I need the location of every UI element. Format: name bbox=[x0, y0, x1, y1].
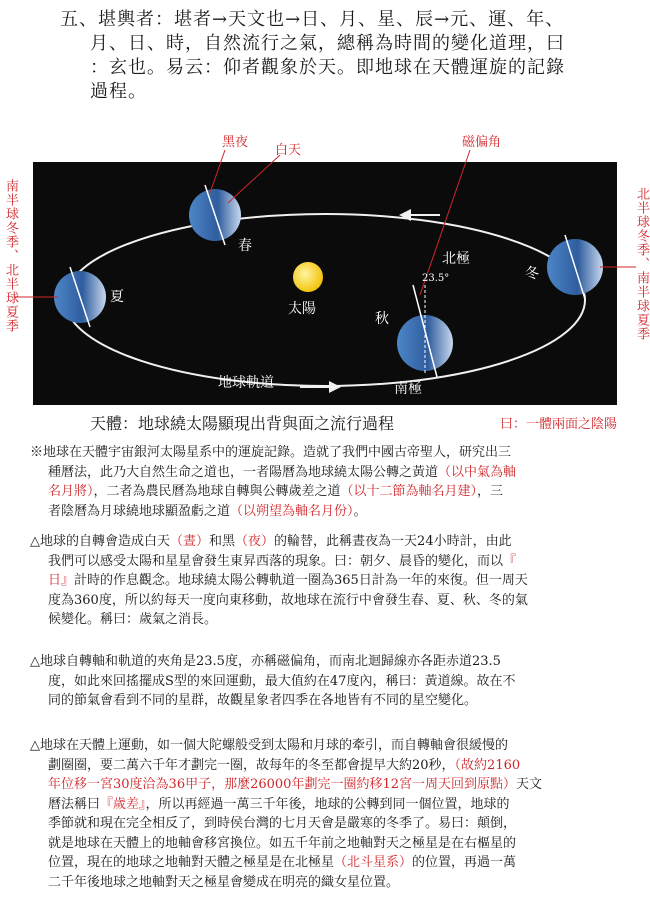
body-text: ，三 bbox=[477, 484, 504, 499]
body-text: 度，如此來回搖擺成S型的來回運動，最大值約在47度內，稱曰：黃道線。故在不 bbox=[48, 673, 516, 689]
body-text: 和黑 bbox=[209, 534, 236, 549]
paragraph-line bbox=[30, 853, 640, 873]
sun-icon bbox=[293, 262, 323, 292]
paragraph-line bbox=[30, 443, 640, 463]
body-text: 同的節氣會看到不同的星群，故觀星象者四季在各地皆有不同的星空變化。 bbox=[48, 693, 478, 708]
body-text: ，所以再經過一萬三千年後，地球的公轉到同一個位置，地球的 bbox=[145, 796, 510, 812]
body-text: 我們可以感受太陽和星星會發生東昇西落的現象。曰：朝夕、晨昏的變化，而以 bbox=[48, 553, 504, 569]
paragraph-line bbox=[30, 463, 640, 483]
body-text: 的輪替，此稱晝夜為一天24小時計，由此 bbox=[274, 534, 512, 549]
winter-label: 冬 bbox=[525, 266, 539, 282]
highlighted-text: 日』 bbox=[48, 573, 75, 588]
paragraph-line bbox=[30, 552, 640, 572]
paragraph-line bbox=[30, 834, 640, 854]
body-text: 就是地球在天體上的地軸會移宮換位。如五千年前之地軸對天之極星是在右樞星的 bbox=[48, 835, 517, 851]
night-label: 黑夜 bbox=[222, 135, 249, 150]
body-text: △地球的自轉會造成白天 bbox=[30, 534, 170, 549]
body-text: 計時的作息觀念。地球繞太陽公轉軌道一圈為365日計為一年的來復。但一周天 bbox=[74, 573, 528, 588]
body-text: △地球自轉軸和軌道的夾角是23.5度，亦稱磁偏角，而南北迴歸線亦各距赤道23.5 bbox=[30, 654, 501, 669]
body-text: 曆法稱曰 bbox=[48, 796, 101, 812]
highlighted-text: （夜） bbox=[235, 534, 275, 549]
body-text: 位置，現在的地球之地軸對天體之極星是在北極星 bbox=[48, 855, 335, 870]
autumn-label: 秋 bbox=[375, 311, 389, 327]
paragraph-line bbox=[30, 775, 640, 795]
caption-note: 曰：一體兩面之陰陽 bbox=[500, 417, 618, 432]
south-pole-label: 南極 bbox=[394, 381, 422, 397]
north-pole-label: 北極 bbox=[442, 251, 470, 267]
highlighted-text: （北斗星系） bbox=[334, 855, 413, 870]
paragraph-line bbox=[30, 873, 640, 893]
heading-line: 月、日、時，自然流行之氣，總稱為時間的變化道理，曰 bbox=[90, 33, 565, 54]
body-text: 季節就和現在完全相反了，到時侯台灣的七月天會是嚴寒的冬季了。易曰：顛倒， bbox=[48, 816, 517, 831]
highlighted-text: 年位移一宮30度洽為36甲子，那麼26000年劃完一圈約移12宮一周天回到原點） bbox=[48, 777, 516, 792]
body-text: 天文 bbox=[515, 777, 542, 792]
paragraph-line bbox=[30, 691, 640, 711]
paragraph-rotation bbox=[30, 532, 640, 630]
paragraph-line bbox=[30, 610, 640, 630]
highlighted-text: （以中氣為軸 bbox=[438, 464, 517, 480]
paragraph-line bbox=[30, 795, 640, 815]
paragraph-line bbox=[30, 502, 640, 522]
heading-line: ：玄也。易云：仰者觀象於天。即地球在天體運旋的記錄 bbox=[90, 57, 565, 78]
tilt-angle-label: 磁偏角 bbox=[462, 135, 502, 150]
right-season-label: 北半球冬季、南半球夏季 bbox=[634, 187, 649, 341]
body-text: ※地球在天體宇宙銀河太陽星系中的運旋記錄。造就了我們中國古帝聖人，研究出三 bbox=[30, 445, 512, 460]
left-season-label: 南半球冬季、北半球夏季 bbox=[3, 179, 18, 333]
paragraph-calendars bbox=[30, 443, 640, 521]
body-text: 的位置，再過一萬 bbox=[412, 855, 517, 870]
highlighted-text: 『歲差』 bbox=[100, 796, 146, 812]
spring-label: 春 bbox=[238, 238, 252, 254]
body-text: 劃圈圈，要二萬六千年才劃完一圈，故每年的冬至都會提早大約20秒， bbox=[48, 757, 455, 773]
orbit-svg bbox=[0, 125, 650, 410]
body-text: 二千年後地球之地軸對天之極星會變成在明亮的織女星位置。 bbox=[48, 874, 400, 890]
body-text: 度為360度，所以約每天一度向東移動，故地球在流行中會發生春、夏、秋、冬的氣 bbox=[48, 592, 528, 608]
paragraph-precession bbox=[30, 736, 640, 892]
body-text: 候變化。稱曰：歲氣之消長。 bbox=[48, 612, 218, 627]
paragraph-line bbox=[30, 532, 640, 552]
paragraph-line bbox=[30, 672, 640, 692]
tilt-degrees: 23.5° bbox=[422, 273, 450, 284]
paragraph-line bbox=[30, 571, 640, 591]
body-text: △地球在天體上運動，如一個大陀螺般受到太陽和月球的牽引，而自轉軸會很緩慢的 bbox=[30, 738, 508, 753]
paragraph-line bbox=[30, 652, 640, 672]
day-label: 白天 bbox=[275, 143, 302, 158]
sun-label: 太陽 bbox=[288, 301, 316, 317]
diagram-background bbox=[33, 162, 617, 405]
highlighted-text: （以朔望為軸名月份） bbox=[230, 503, 354, 519]
highlighted-text: 『 bbox=[503, 553, 517, 569]
figure-caption: 天體：地球繞太陽顯現出背與面之流行過程 bbox=[90, 414, 395, 433]
paragraph-line bbox=[30, 482, 640, 502]
body-text: ，二者為農民曆為地球自轉與公轉歲差之道 bbox=[93, 484, 341, 499]
orbit-label: 地球軌道 bbox=[218, 375, 274, 391]
body-text: 種曆法，此乃大自然生命之道也，一者陽曆為地球繞太陽公轉之黃道 bbox=[48, 464, 439, 480]
highlighted-text: （以十二節為軸名月建） bbox=[340, 484, 478, 499]
paragraph-line bbox=[30, 591, 640, 611]
heading-line: 過程。 bbox=[90, 81, 147, 102]
section-heading bbox=[60, 8, 620, 104]
highlighted-text: 名月將） bbox=[48, 484, 94, 499]
paragraph-line bbox=[30, 814, 640, 834]
highlighted-text: （晝） bbox=[170, 534, 210, 549]
paragraph-line bbox=[30, 756, 640, 776]
paragraph-line bbox=[30, 736, 640, 756]
earth-orbit-diagram bbox=[0, 125, 650, 435]
body-text: 。 bbox=[353, 503, 367, 519]
highlighted-text: （故約2160 bbox=[454, 757, 521, 773]
summer-label: 夏 bbox=[110, 289, 124, 305]
body-text: 者陰曆為月球繞地球顯盈虧之道 bbox=[48, 503, 231, 519]
heading-line: 五、堪輿者：堪者→天文也→日、月、星、辰→元、運、年、 bbox=[60, 9, 565, 30]
paragraph-axial-tilt bbox=[30, 652, 640, 711]
